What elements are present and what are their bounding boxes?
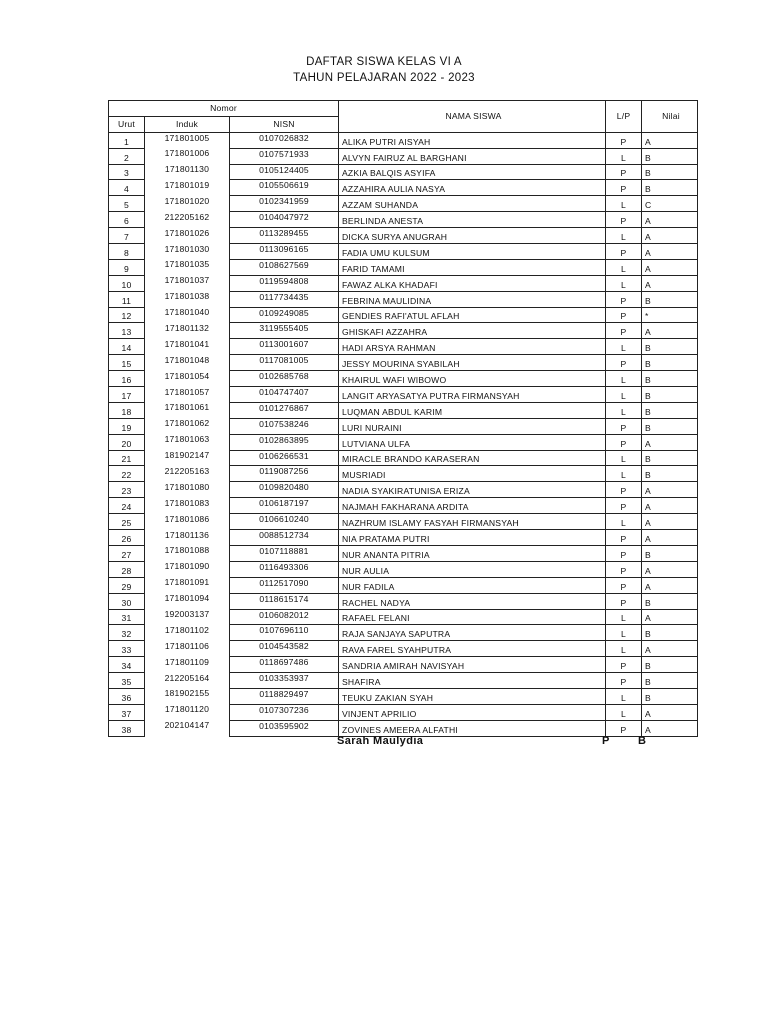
header-induk: Induk <box>145 116 230 132</box>
cell-nama: TEUKU ZAKIAN SYAH <box>339 688 606 704</box>
cell-nilai: C <box>642 196 698 212</box>
cell-induk: 171801130 <box>145 164 230 180</box>
cell-nilai: B <box>642 673 698 689</box>
cell-nama: GENDIES RAFI'ATUL AFLAH <box>339 307 606 323</box>
cell-induk: 171801091 <box>145 577 230 593</box>
cell-lp: L <box>606 641 642 657</box>
cell-nama: NAZHRUM ISLAMY FASYAH FIRMANSYAH <box>339 514 606 530</box>
cell-urut: 13 <box>109 323 145 339</box>
cell-urut: 30 <box>109 593 145 609</box>
cell-induk: 171801057 <box>145 387 230 403</box>
cell-urut: 21 <box>109 450 145 466</box>
cell-induk: 212205162 <box>145 212 230 228</box>
cell-urut: 31 <box>109 609 145 625</box>
cell-urut: 12 <box>109 307 145 323</box>
cell-urut: 17 <box>109 387 145 403</box>
cell-lp: P <box>606 212 642 228</box>
cell-lp: P <box>606 244 642 260</box>
cell-lp: P <box>606 355 642 371</box>
table-row <box>109 132 698 148</box>
cell-lp: P <box>606 720 642 736</box>
cell-nama: ALVYN FAIRUZ AL BARGHANI <box>339 148 606 164</box>
cell-lp: P <box>606 291 642 307</box>
cell-induk: 171801030 <box>145 244 230 260</box>
cell-nisn: 0117734435 <box>230 291 339 307</box>
extra-student-name: Sarah Maulydia <box>337 735 424 747</box>
table-row <box>109 673 698 689</box>
table-row <box>109 212 698 228</box>
cell-lp: P <box>606 323 642 339</box>
cell-nama: LUQMAN ABDUL KARIM <box>339 402 606 418</box>
cell-nilai: A <box>642 275 698 291</box>
cell-induk: 171801038 <box>145 291 230 307</box>
table-row <box>109 244 698 260</box>
cell-lp: L <box>606 514 642 530</box>
cell-induk: 171801061 <box>145 402 230 418</box>
table-row <box>109 371 698 387</box>
table-row <box>109 688 698 704</box>
cell-urut: 36 <box>109 688 145 704</box>
cell-nisn: 0102863895 <box>230 434 339 450</box>
cell-urut: 34 <box>109 657 145 673</box>
cell-nama: FARID TAMAMI <box>339 259 606 275</box>
table-row <box>109 450 698 466</box>
cell-nisn: 0118615174 <box>230 593 339 609</box>
cell-lp: P <box>606 132 642 148</box>
cell-induk: 171801035 <box>145 259 230 275</box>
cell-nilai: A <box>642 244 698 260</box>
document-subtitle: TAHUN PELAJARAN 2022 - 2023 <box>293 72 475 84</box>
table-row <box>109 323 698 339</box>
cell-urut: 2 <box>109 148 145 164</box>
cell-nama: LANGIT ARYASATYA PUTRA FIRMANSYAH <box>339 387 606 403</box>
table-row <box>109 466 698 482</box>
cell-nama: NAJMAH FAKHARANA ARDITA <box>339 498 606 514</box>
header-nomor: Nomor <box>109 101 339 117</box>
table-row <box>109 164 698 180</box>
cell-nisn: 0112517090 <box>230 577 339 593</box>
cell-nilai: B <box>642 418 698 434</box>
cell-nilai: B <box>642 593 698 609</box>
table-row <box>109 180 698 196</box>
cell-lp: P <box>606 657 642 673</box>
cell-induk: 171801020 <box>145 196 230 212</box>
table-row <box>109 498 698 514</box>
cell-induk: 181902155 <box>145 688 230 704</box>
cell-nisn: 0113289455 <box>230 228 339 244</box>
cell-nisn: 0102685768 <box>230 371 339 387</box>
cell-lp: P <box>606 561 642 577</box>
cell-induk: 171801088 <box>145 545 230 561</box>
cell-urut: 33 <box>109 641 145 657</box>
extra-student-lp: P <box>602 735 610 747</box>
cell-lp: L <box>606 259 642 275</box>
cell-lp: P <box>606 307 642 323</box>
cell-nama: NUR AULIA <box>339 561 606 577</box>
cell-nama: RAJA SANJAYA SAPUTRA <box>339 625 606 641</box>
cell-nilai: B <box>642 291 698 307</box>
cell-urut: 22 <box>109 466 145 482</box>
cell-induk: 171801037 <box>145 275 230 291</box>
cell-nisn: 0107026832 <box>230 132 339 148</box>
header-urut: Urut <box>109 116 145 132</box>
cell-urut: 38 <box>109 720 145 736</box>
cell-nama: GHISKAFI AZZAHRA <box>339 323 606 339</box>
cell-lp: L <box>606 609 642 625</box>
cell-nisn: 0103353937 <box>230 673 339 689</box>
cell-nama: LUTVIANA ULFA <box>339 434 606 450</box>
table-row <box>109 339 698 355</box>
cell-nilai: B <box>642 545 698 561</box>
cell-nisn: 0113096165 <box>230 244 339 260</box>
cell-nisn: 0113001607 <box>230 339 339 355</box>
cell-nama: LURI NURAINI <box>339 418 606 434</box>
cell-nilai: B <box>642 402 698 418</box>
cell-nisn: 0102341959 <box>230 196 339 212</box>
cell-induk: 171801086 <box>145 514 230 530</box>
cell-induk: 171801019 <box>145 180 230 196</box>
cell-induk: 171801132 <box>145 323 230 339</box>
cell-nama: DICKA SURYA ANUGRAH <box>339 228 606 244</box>
cell-nisn: 0101276867 <box>230 402 339 418</box>
cell-induk: 171801080 <box>145 482 230 498</box>
cell-nama: MIRACLE BRANDO KARASERAN <box>339 450 606 466</box>
cell-nilai: A <box>642 514 698 530</box>
cell-lp: L <box>606 387 642 403</box>
cell-lp: P <box>606 482 642 498</box>
table-row <box>109 275 698 291</box>
cell-urut: 35 <box>109 673 145 689</box>
cell-nilai: A <box>642 498 698 514</box>
cell-nama: FADIA UMU KULSUM <box>339 244 606 260</box>
cell-nisn: 0107307236 <box>230 704 339 720</box>
cell-nisn: 0106187197 <box>230 498 339 514</box>
cell-nama: AZZAM SUHANDA <box>339 196 606 212</box>
cell-induk: 171801083 <box>145 498 230 514</box>
cell-induk: 171801102 <box>145 625 230 641</box>
cell-nilai: B <box>642 339 698 355</box>
cell-induk: 171801109 <box>145 657 230 673</box>
cell-nisn: 0106610240 <box>230 514 339 530</box>
cell-nisn: 0119594808 <box>230 275 339 291</box>
cell-nama: HADI ARSYA RAHMAN <box>339 339 606 355</box>
table-row <box>109 355 698 371</box>
cell-urut: 32 <box>109 625 145 641</box>
cell-induk: 171801062 <box>145 418 230 434</box>
cell-nama: RACHEL NADYA <box>339 593 606 609</box>
cell-nama: FEBRINA MAULIDINA <box>339 291 606 307</box>
cell-nilai: B <box>642 466 698 482</box>
cell-lp: P <box>606 577 642 593</box>
cell-nilai: A <box>642 132 698 148</box>
cell-lp: P <box>606 673 642 689</box>
table-row <box>109 402 698 418</box>
cell-nilai: B <box>642 180 698 196</box>
cell-nilai: B <box>642 371 698 387</box>
cell-lp: P <box>606 593 642 609</box>
cell-nama: SANDRIA AMIRAH NAVISYAH <box>339 657 606 673</box>
cell-lp: L <box>606 625 642 641</box>
cell-urut: 16 <box>109 371 145 387</box>
cell-induk: 181902147 <box>145 450 230 466</box>
cell-lp: L <box>606 196 642 212</box>
cell-nisn: 0103595902 <box>230 720 339 736</box>
cell-urut: 8 <box>109 244 145 260</box>
cell-nilai: B <box>642 625 698 641</box>
table-row <box>109 196 698 212</box>
table-row <box>109 482 698 498</box>
cell-nama: BERLINDA ANESTA <box>339 212 606 228</box>
cell-urut: 1 <box>109 132 145 148</box>
header-lp: L/P <box>606 101 642 133</box>
cell-lp: L <box>606 275 642 291</box>
cell-nilai: B <box>642 688 698 704</box>
cell-urut: 3 <box>109 164 145 180</box>
extra-student-nilai: B <box>638 735 646 747</box>
cell-induk: 212205164 <box>145 673 230 689</box>
cell-nilai: A <box>642 259 698 275</box>
cell-nisn: 0105506619 <box>230 180 339 196</box>
cell-induk: 171801063 <box>145 434 230 450</box>
cell-lp: L <box>606 688 642 704</box>
cell-nilai: B <box>642 148 698 164</box>
cell-nilai: * <box>642 307 698 323</box>
cell-nilai: A <box>642 212 698 228</box>
cell-lp: L <box>606 466 642 482</box>
table-row <box>109 609 698 625</box>
cell-urut: 4 <box>109 180 145 196</box>
cell-urut: 20 <box>109 434 145 450</box>
cell-nisn: 0107538246 <box>230 418 339 434</box>
cell-lp: L <box>606 450 642 466</box>
table-row <box>109 307 698 323</box>
table-row <box>109 514 698 530</box>
cell-nisn: 0104047972 <box>230 212 339 228</box>
cell-nilai: A <box>642 482 698 498</box>
table-row <box>109 418 698 434</box>
cell-nilai: A <box>642 561 698 577</box>
cell-induk: 171801120 <box>145 704 230 720</box>
cell-nilai: A <box>642 577 698 593</box>
cell-nisn: 3119555405 <box>230 323 339 339</box>
cell-lp: L <box>606 402 642 418</box>
cell-nisn: 0119087256 <box>230 466 339 482</box>
cell-lp: P <box>606 530 642 546</box>
cell-nama: NUR FADILA <box>339 577 606 593</box>
cell-nama: RAFAEL FELANI <box>339 609 606 625</box>
table-row <box>109 387 698 403</box>
cell-nilai: A <box>642 228 698 244</box>
cell-induk: 171801048 <box>145 355 230 371</box>
cell-nama: JESSY MOURINA SYABILAH <box>339 355 606 371</box>
cell-nama: FAWAZ ALKA KHADAFI <box>339 275 606 291</box>
cell-urut: 14 <box>109 339 145 355</box>
cell-nama: NUR ANANTA PITRIA <box>339 545 606 561</box>
cell-urut: 24 <box>109 498 145 514</box>
cell-nisn: 0109820480 <box>230 482 339 498</box>
table-row <box>109 593 698 609</box>
cell-induk: 171801094 <box>145 593 230 609</box>
cell-urut: 28 <box>109 561 145 577</box>
table-row <box>109 625 698 641</box>
cell-urut: 11 <box>109 291 145 307</box>
cell-induk: 171801040 <box>145 307 230 323</box>
cell-urut: 6 <box>109 212 145 228</box>
cell-nama: VINJENT APRILIO <box>339 704 606 720</box>
table-row <box>109 577 698 593</box>
cell-nisn: 0088512734 <box>230 530 339 546</box>
cell-induk: 192003137 <box>145 609 230 625</box>
cell-lp: L <box>606 704 642 720</box>
cell-urut: 37 <box>109 704 145 720</box>
cell-lp: L <box>606 339 642 355</box>
cell-lp: P <box>606 545 642 561</box>
cell-urut: 26 <box>109 530 145 546</box>
header-nama: NAMA SISWA <box>339 101 606 133</box>
cell-urut: 5 <box>109 196 145 212</box>
cell-nilai: A <box>642 720 698 736</box>
table-row <box>109 561 698 577</box>
cell-urut: 7 <box>109 228 145 244</box>
cell-lp: P <box>606 418 642 434</box>
cell-nisn: 0118697486 <box>230 657 339 673</box>
cell-nama: ZOVINES AMEERA ALFATHI <box>339 720 606 736</box>
cell-nisn: 0107696110 <box>230 625 339 641</box>
cell-nilai: A <box>642 641 698 657</box>
cell-nilai: B <box>642 164 698 180</box>
cell-nilai: B <box>642 450 698 466</box>
cell-induk: 171801106 <box>145 641 230 657</box>
cell-urut: 10 <box>109 275 145 291</box>
cell-induk: 171801026 <box>145 228 230 244</box>
student-table <box>108 100 698 737</box>
cell-induk: 171801090 <box>145 561 230 577</box>
table-row <box>109 545 698 561</box>
table-row <box>109 148 698 164</box>
cell-nama: ALIKA PUTRI AISYAH <box>339 132 606 148</box>
table-row <box>109 530 698 546</box>
table-row <box>109 259 698 275</box>
cell-nisn: 0105124405 <box>230 164 339 180</box>
cell-nilai: B <box>642 387 698 403</box>
cell-induk: 171801054 <box>145 371 230 387</box>
document-title: DAFTAR SISWA KELAS VI A <box>306 56 462 68</box>
cell-induk: 171801006 <box>145 148 230 164</box>
cell-induk: 171801005 <box>145 132 230 148</box>
cell-urut: 18 <box>109 402 145 418</box>
cell-nilai: A <box>642 609 698 625</box>
cell-urut: 15 <box>109 355 145 371</box>
cell-urut: 27 <box>109 545 145 561</box>
cell-nisn: 0117081005 <box>230 355 339 371</box>
cell-urut: 23 <box>109 482 145 498</box>
cell-nama: KHAIRUL WAFI WIBOWO <box>339 371 606 387</box>
table-row <box>109 720 698 736</box>
cell-nisn: 0108627569 <box>230 259 339 275</box>
header-nilai: Nilai <box>642 101 698 133</box>
cell-urut: 25 <box>109 514 145 530</box>
cell-lp: P <box>606 434 642 450</box>
cell-lp: P <box>606 164 642 180</box>
table-row <box>109 228 698 244</box>
cell-nama: RAVA FAREL SYAHPUTRA <box>339 641 606 657</box>
cell-nama: AZKIA BALQIS ASYIFA <box>339 164 606 180</box>
table-body <box>109 132 698 736</box>
cell-nilai: A <box>642 434 698 450</box>
table-row <box>109 434 698 450</box>
cell-nisn: 0116493306 <box>230 561 339 577</box>
cell-urut: 9 <box>109 259 145 275</box>
cell-nisn: 0118829497 <box>230 688 339 704</box>
cell-nisn: 0109249085 <box>230 307 339 323</box>
cell-nilai: A <box>642 704 698 720</box>
cell-nama: NADIA SYAKIRATUNISA ERIZA <box>339 482 606 498</box>
cell-nama: MUSRIADI <box>339 466 606 482</box>
table-row <box>109 704 698 720</box>
cell-nilai: A <box>642 530 698 546</box>
cell-lp: L <box>606 228 642 244</box>
cell-nisn: 0104747407 <box>230 387 339 403</box>
table-row <box>109 657 698 673</box>
cell-nama: AZZAHIRA AULIA NASYA <box>339 180 606 196</box>
cell-nilai: B <box>642 355 698 371</box>
cell-nilai: B <box>642 657 698 673</box>
cell-nisn: 0107118881 <box>230 545 339 561</box>
cell-lp: P <box>606 180 642 196</box>
cell-nisn: 0107571933 <box>230 148 339 164</box>
cell-urut: 19 <box>109 418 145 434</box>
cell-induk: 202104147 <box>145 720 230 736</box>
cell-nisn: 0104543582 <box>230 641 339 657</box>
cell-lp: P <box>606 498 642 514</box>
table-row <box>109 291 698 307</box>
cell-urut: 29 <box>109 577 145 593</box>
cell-lp: L <box>606 148 642 164</box>
cell-nisn: 0106082012 <box>230 609 339 625</box>
cell-induk: 171801041 <box>145 339 230 355</box>
cell-lp: L <box>606 371 642 387</box>
table-row <box>109 641 698 657</box>
header-nisn: NISN <box>230 116 339 132</box>
cell-nama: SHAFIRA <box>339 673 606 689</box>
cell-induk: 171801136 <box>145 530 230 546</box>
cell-nama: NIA PRATAMA PUTRI <box>339 530 606 546</box>
cell-nisn: 0106266531 <box>230 450 339 466</box>
cell-induk: 212205163 <box>145 466 230 482</box>
cell-nilai: A <box>642 323 698 339</box>
